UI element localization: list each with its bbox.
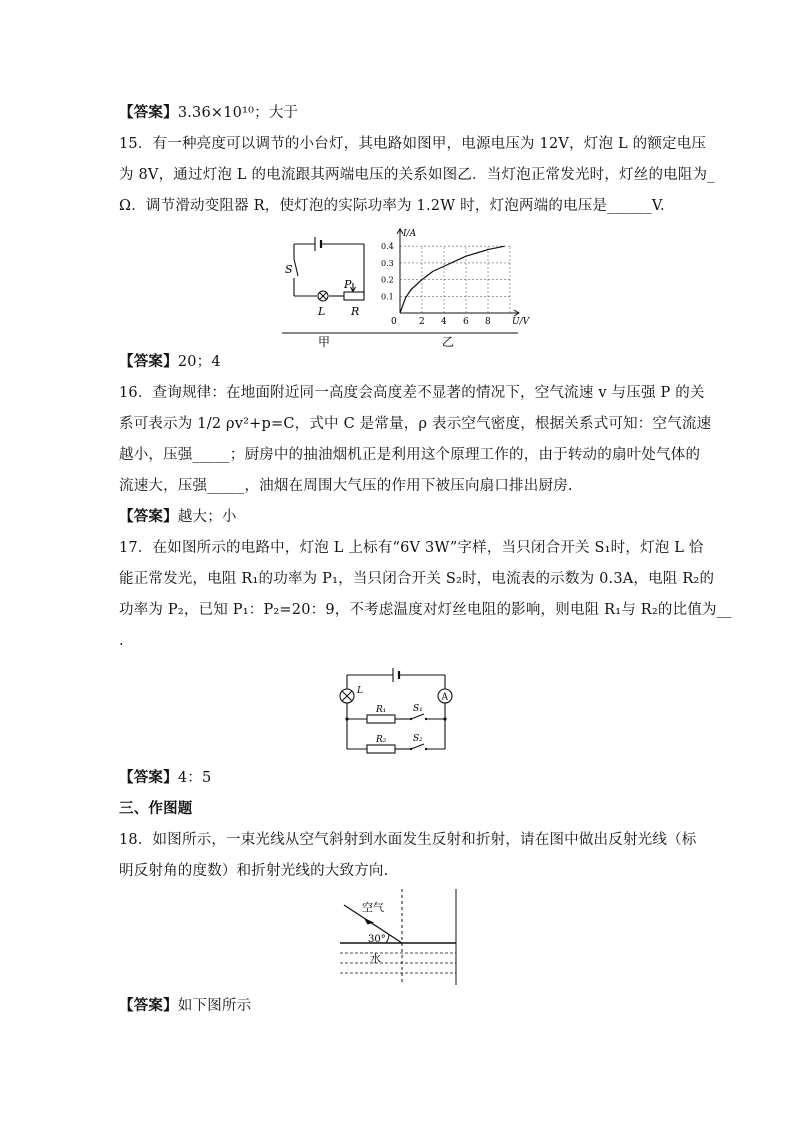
x-tick-label: 6 xyxy=(463,317,469,327)
switch-s1 xyxy=(411,714,424,719)
label-air: 空气 xyxy=(362,901,384,914)
label-r1: R₁ xyxy=(376,705,387,715)
answer-text: 3.36×10¹⁰；大于 xyxy=(177,105,299,121)
rheostat-body xyxy=(344,292,364,300)
answer-14 xyxy=(119,103,689,123)
label-s: S xyxy=(285,263,293,276)
x-tick-label: 2 xyxy=(419,317,425,327)
answer-label: 【答案】 xyxy=(119,105,178,121)
q17-circuit-figure xyxy=(333,665,459,757)
answer-text: 越大；小 xyxy=(177,509,237,525)
x-tick-label: 4 xyxy=(441,317,447,327)
x-axis-label: U/V xyxy=(512,317,530,327)
q17-line-2: 能正常发光，电阻 R₁的功率为 P₁，当只闭合开关 S₂时，电流表的示数为 0.3A，电阻 R₂的 xyxy=(119,571,715,587)
answer-15 xyxy=(119,352,689,372)
answer-label: 【答案】 xyxy=(119,770,178,786)
origin-label: 0 xyxy=(391,317,397,327)
answer-18 xyxy=(119,996,689,1016)
y-tick-label: 0.3 xyxy=(381,258,394,268)
answer-16 xyxy=(119,507,689,527)
section-heading-drawing: 三、作图题 xyxy=(119,801,193,817)
q15-chart xyxy=(381,229,531,327)
label-water: 水 xyxy=(370,952,381,965)
label-s1: S₁ xyxy=(413,704,423,714)
answer-text: 4：5 xyxy=(177,770,212,786)
label-jia: 甲 xyxy=(318,335,331,349)
label-yi: 乙 xyxy=(442,335,455,349)
q15-circuit xyxy=(294,237,364,301)
answer-label: 【答案】 xyxy=(119,998,178,1014)
q15-line-1: 15．有一种亮度可以调节的小台灯，其电路如图甲，电源电压为 12V，灯泡 L 的额定电压 xyxy=(119,136,707,152)
label-l: L xyxy=(318,305,326,318)
label-r: R xyxy=(351,305,360,318)
q16-line-2: 系可表示为 1/2 ρv²+p=C，式中 C 是常量，ρ 表示空气密度，根据关系式可知：空气流速 xyxy=(119,416,712,432)
y-axis-label: I/A xyxy=(403,228,417,239)
q17-line-4: . xyxy=(119,633,124,649)
answer-label: 【答案】 xyxy=(119,509,178,525)
y-tick-label: 0.2 xyxy=(381,275,394,285)
angle-arc xyxy=(386,934,389,943)
q15-line-2: 为 8V，通过灯泡 L 的电流跟其两端电压的关系如图乙．当灯泡正常发光时，灯丝的电阻为_ xyxy=(119,167,715,183)
label-l: L xyxy=(357,686,363,696)
label-a: A xyxy=(441,692,448,703)
q16-line-4: 流速大，压强_____，油烟在周围大气压的作用下被压向扇口排出厨房. xyxy=(119,478,573,494)
q18-figure xyxy=(340,889,460,987)
answer-label: 【答案】 xyxy=(119,354,178,370)
q16-line-3: 越小，压强_____；厨房中的抽油烟机正是利用这个原理工作的，由于转动的扇叶处气体的 xyxy=(119,447,701,463)
q18-line-2: 明反射角的度数）和折射光线的大致方向. xyxy=(119,863,389,879)
answer-17 xyxy=(119,768,689,788)
resistor-r2 xyxy=(367,745,395,753)
q17-line-1: 17．在如图所示的电路中，灯泡 L 上标有“6V 3W”字样，当只闭合开关 S₁时，灯泡 L 恰 xyxy=(119,540,704,556)
label-p: P xyxy=(344,278,352,291)
q15-figure xyxy=(282,226,530,349)
switch-blade xyxy=(294,259,298,276)
q15-line-3: Ω．调节滑动变阻器 R，使灯泡的实际功率为 1.2W 时，灯泡两端的电压是______V. xyxy=(119,198,665,214)
q17-line-3: 功率为 P₂，已知 P₁：P₂=20：9，不考虑温度对灯丝电阻的影响，则电阻 R₁与 R₂的比值为__ xyxy=(119,602,732,618)
answer-text: 20；4 xyxy=(177,354,221,370)
x-tick-label: 8 xyxy=(485,317,491,327)
y-tick-label: 0.1 xyxy=(381,292,394,302)
label-s2: S₂ xyxy=(413,734,423,744)
resistor-r1 xyxy=(367,715,395,723)
y-tick-label: 0.4 xyxy=(381,242,394,252)
label-r2: R₂ xyxy=(376,735,387,745)
switch-s2 xyxy=(411,744,424,749)
q16-line-1: 16．查询规律：在地面附近同一高度会高度差不显著的情况下，空气流速 v 与压强 P 的关 xyxy=(119,385,705,401)
q18-line-1: 18．如图所示，一束光线从空气斜射到水面发生反射和折射，请在图中做出反射光线（标 xyxy=(119,832,697,848)
label-angle: 30° xyxy=(368,934,386,945)
answer-text: 如下图所示 xyxy=(177,998,252,1014)
